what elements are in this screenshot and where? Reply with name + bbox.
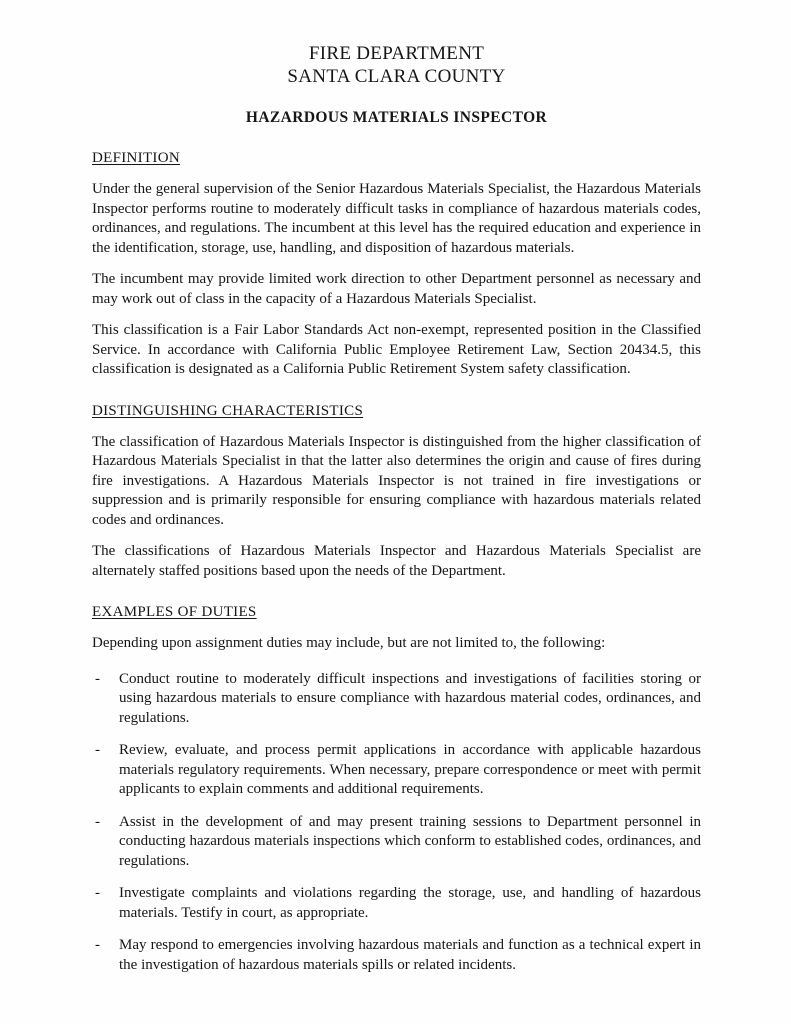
bullet-dash: - [95, 885, 100, 901]
section-examples-of-duties [92, 604, 701, 975]
bullet-dash: - [95, 670, 100, 687]
duty-item [92, 670, 701, 729]
section-definition [92, 150, 701, 380]
bullet-dash: - [95, 937, 100, 953]
bullet-dash: - [95, 742, 100, 758]
bullet-text: Investigate complaints and violations regarding the storage, use, and handling of hazardous materials. Testify in court, as appropriate. [119, 885, 701, 921]
paragraph: Depending upon assignment duties may include, but are not limited to, the following: [92, 635, 606, 651]
paragraph: The incumbent may provide limited work direction to other Department personnel as necessary and may work out of class in the capacity of a Hazardous Materials Specialist. [92, 271, 701, 307]
paragraph: This classification is a Fair Labor Standards Act non-exempt, represented position in the Classified Service. In accordance with California Public Employee Retirement Law, Section 20434.5, this classification is designated as a California Public Retirement System safety classification. [92, 322, 701, 377]
section-heading: DEFINITION [92, 150, 180, 166]
org-name-line2: SANTA CLARA COUNTY [287, 66, 506, 87]
org-name-line1: FIRE DEPARTMENT [308, 43, 485, 64]
duty-item [92, 936, 701, 975]
paragraph: The classification of Hazardous Materials Inspector is distinguished from the higher classification of Hazardous Materials Specialist in that the latter also determines the origin and cause of fires during fire investigations. A Hazardous Materials Inspector is not trained in fire investigations or suppression and is primarily responsible for ensuring compliance with hazardous materials related codes and ordinances. [92, 433, 701, 528]
section-heading: EXAMPLES OF DUTIES [92, 604, 257, 620]
duty-item [92, 741, 701, 800]
section-heading: DISTINGUISHING CHARACTERISTICS [92, 402, 364, 419]
duty-item [92, 813, 701, 872]
duties-list [92, 670, 701, 976]
bullet-text: Conduct routine to moderately difficult inspections and investigations of facilities storing or using hazardous materials to ensure compliance with hazardous material codes, ordinances, and regulations. [119, 670, 701, 726]
duty-item [92, 884, 701, 923]
bullet-text: Review, evaluate, and process permit applications in accordance with applicable hazardous materials regulatory requirements. When necessary, prepare correspondence or meet with permit applicants to explain comments and additional requirements. [119, 742, 701, 797]
paragraph: The classifications of Hazardous Materials Inspector and Hazardous Materials Specialist are alternately staffed positions based upon the needs of the Department. [92, 543, 701, 579]
section-distinguishing-characteristics [92, 403, 701, 582]
bullet-text: May respond to emergencies involving hazardous materials and function as a technical expert in the investigation of hazardous materials spills or related incidents. [119, 937, 701, 973]
paragraph: Under the general supervision of the Senior Hazardous Materials Specialist, the Hazardous Materials Inspector performs routine to moderately difficult tasks in compliance of hazardous materials codes, ordinances, and regulations. The incumbent at this level has the required education and experience in the identification, storage, use, handling, and disposition of hazardous materials. [92, 181, 701, 256]
org-header [92, 42, 701, 88]
bullet-text: Assist in the development of and may present training sessions to Department personnel in conducting hazardous materials inspections which conform to established codes, ordinances, and regulations. [119, 813, 701, 869]
document-title: HAZARDOUS MATERIALS INSPECTOR [245, 109, 548, 126]
bullet-dash: - [95, 813, 100, 830]
